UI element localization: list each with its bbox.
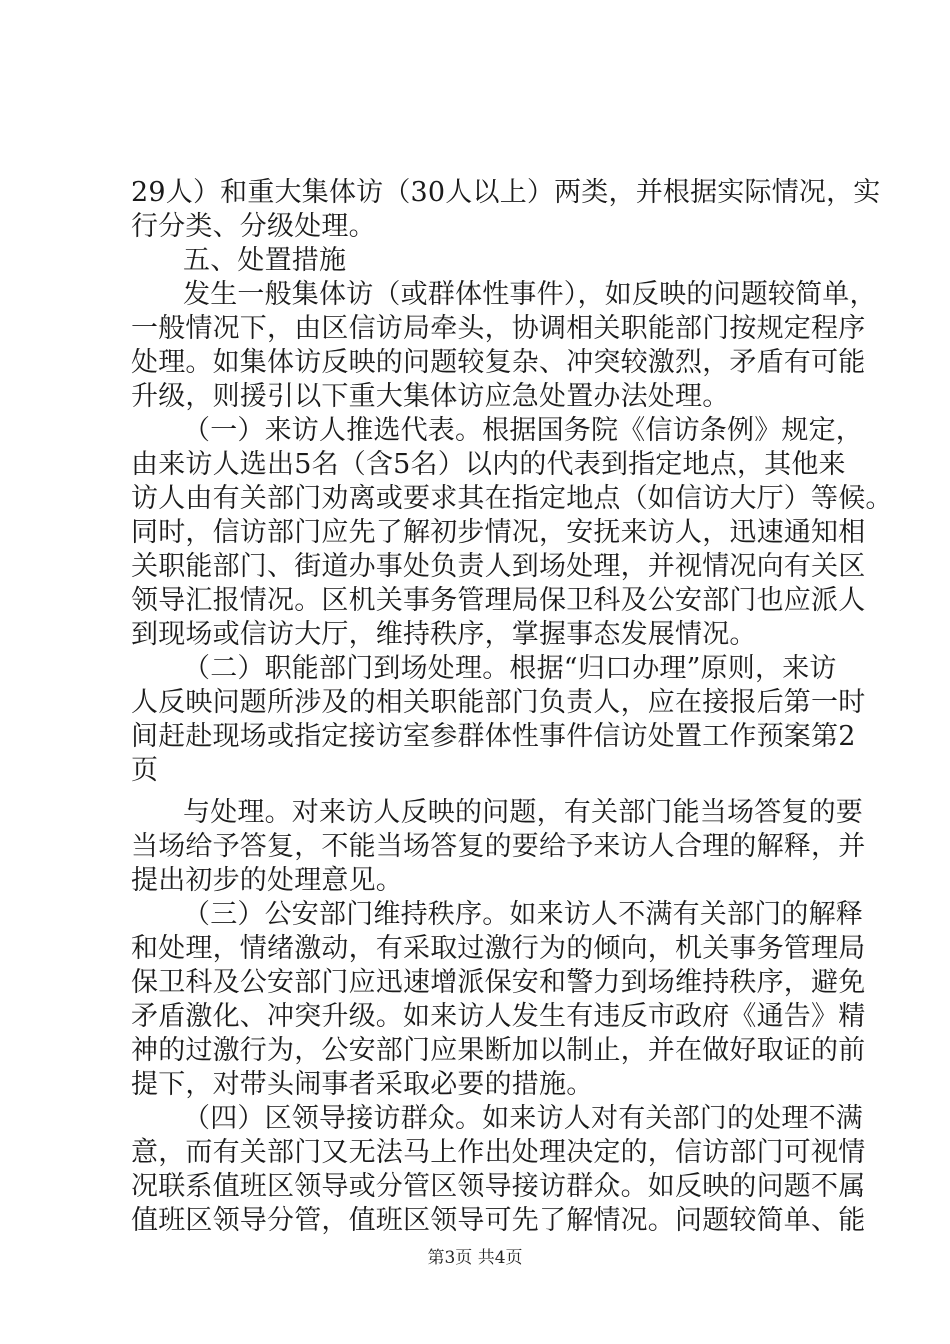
- text-line: 神的过激行为，公安部门应果断加以制止，并在做好取证的前: [131, 1035, 866, 1066]
- text-line: 升级，则援引以下重大集体访应急处置办法处理。: [131, 381, 730, 412]
- text-line: 处理。如集体访反映的问题较复杂、冲突较激烈，矛盾有可能: [131, 347, 866, 378]
- text-line: 由来访人选出5名（含5名）以内的代表到指定地点，其他来: [131, 449, 846, 480]
- text-line: 与处理。对来访人反映的问题，有关部门能当场答复的要: [183, 797, 863, 828]
- text-line: （四）区领导接访群众。如来访人对有关部门的处理不满: [183, 1103, 863, 1134]
- text-line: 发生一般集体访（或群体性事件），如反映的问题较简单，: [183, 279, 877, 310]
- text-line: 况联系值班区领导或分管区领导接访群众。如反映的问题不属: [131, 1171, 866, 1202]
- text-line: 当场给予答复，不能当场答复的要给予来访人合理的解释，并: [131, 831, 866, 862]
- text-line: 保卫科及公安部门应迅速增派保安和警力到场维持秩序，避免: [131, 967, 866, 998]
- text-line: 和处理，情绪激动，有采取过激行为的倾向，机关事务管理局: [131, 933, 866, 964]
- text-line: 行分类、分级处理。: [131, 211, 376, 242]
- text-line: 同时，信访部门应先了解初步情况，安抚来访人，迅速通知相: [131, 517, 866, 548]
- text-line: 访人由有关部门劝离或要求其在指定地点（如信访大厅）等候。: [131, 483, 893, 514]
- page-footer: 第3页 共4页: [427, 1248, 523, 1268]
- text-line: 页: [131, 755, 159, 786]
- text-line: 提下，对带头闹事者采取必要的措施。: [131, 1069, 594, 1100]
- text-line: 矛盾激化、冲突升级。如来访人发生有违反市政府《通告》精: [131, 1001, 866, 1032]
- text-line: 29人）和重大集体访（30人以上）两类，并根据实际情况，实: [131, 177, 881, 208]
- text-line: 人反映问题所涉及的相关职能部门负责人，应在接报后第一时: [131, 687, 866, 718]
- section-heading: 五、处置措施: [183, 245, 347, 276]
- text-line: （一）来访人推选代表。根据国务院《信访条例》规定，: [183, 415, 863, 446]
- text-line: （三）公安部门维持秩序。如来访人不满有关部门的解释: [183, 899, 863, 930]
- text-line: 领导汇报情况。区机关事务管理局保卫科及公安部门也应派人: [131, 585, 866, 616]
- text-line: 一般情况下，由区信访局牵头，协调相关职能部门按规定程序: [131, 313, 866, 344]
- text-line: 间赶赴现场或指定接访室参群体性事件信访处置工作预案第2: [131, 721, 856, 752]
- text-line: 值班区领导分管，值班区领导可先了解情况。问题较简单、能: [131, 1205, 866, 1236]
- text-line: 意，而有关部门又无法马上作出处理决定的，信访部门可视情: [131, 1137, 866, 1168]
- text-line: 到现场或信访大厅，维持秩序，掌握事态发展情况。: [131, 619, 757, 650]
- text-line: 关职能部门、街道办事处负责人到场处理，并视情况向有关区: [131, 551, 866, 582]
- text-line: （二）职能部门到场处理。根据“归口办理”原则，来访: [183, 653, 837, 684]
- text-line: 提出初步的处理意见。: [131, 865, 403, 896]
